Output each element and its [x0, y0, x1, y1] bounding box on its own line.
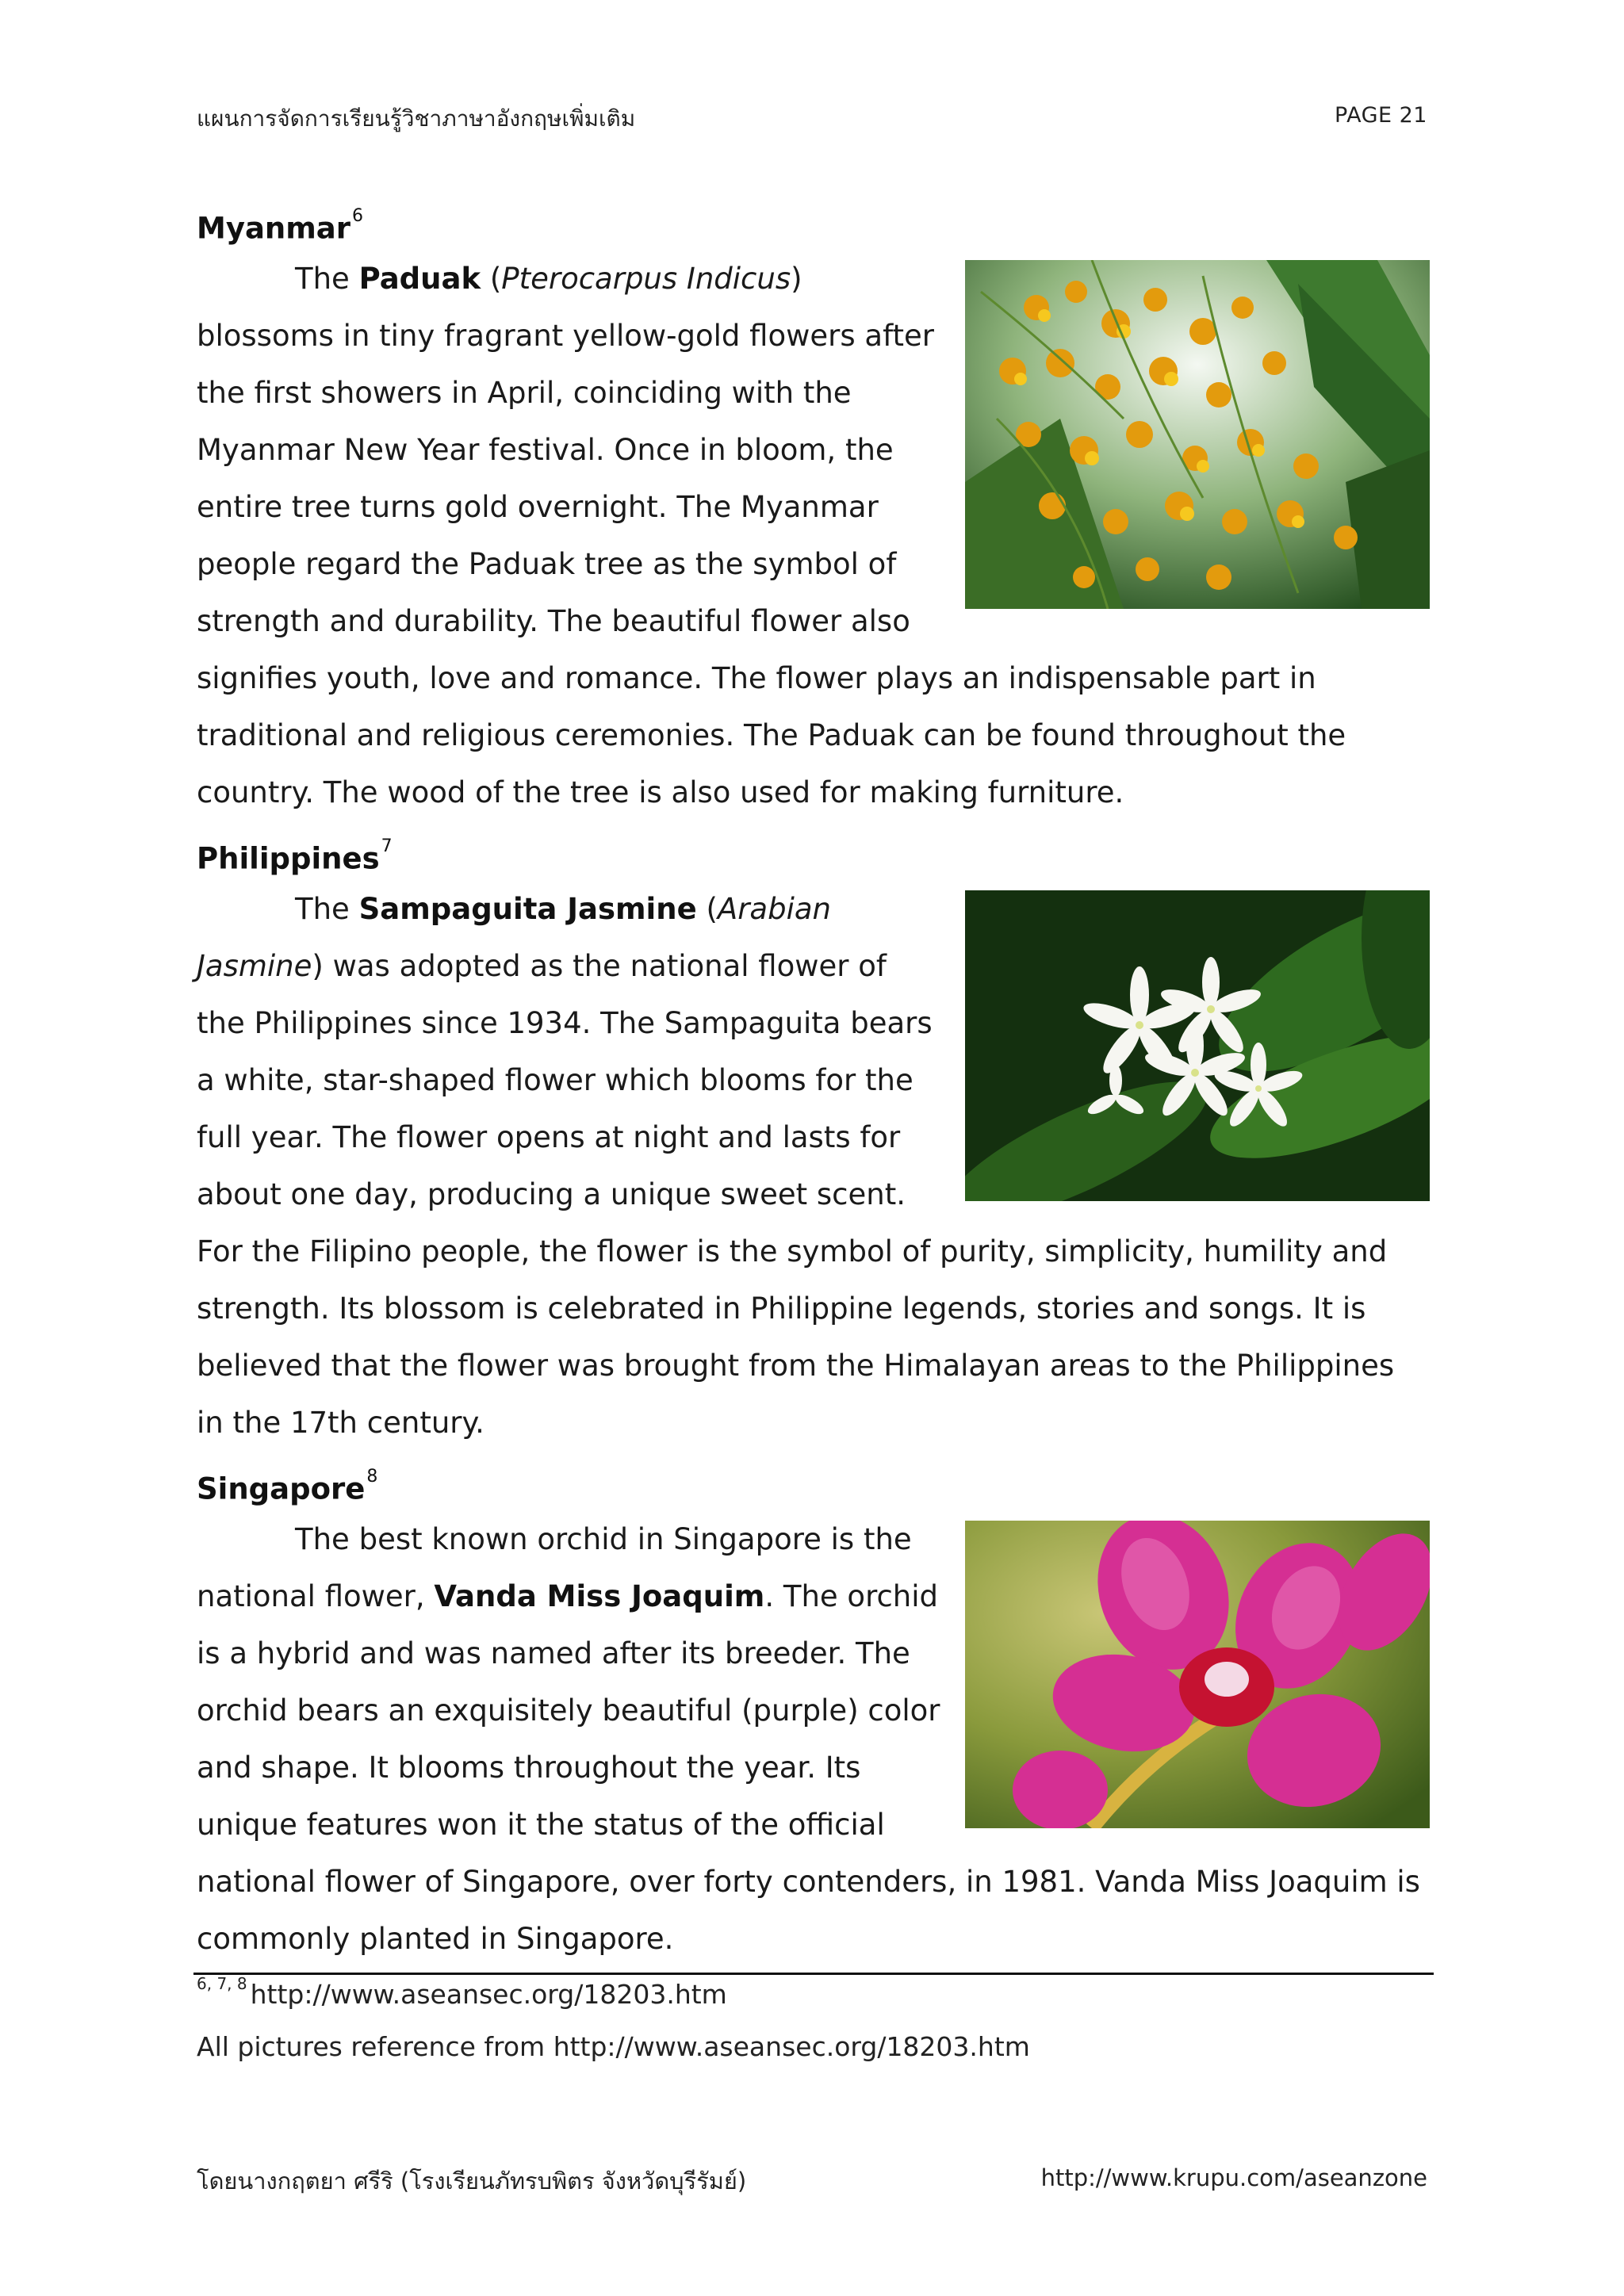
- footnote-divider: [193, 1973, 1434, 1975]
- footnote-refs: 6, 7, 8: [197, 1974, 247, 1993]
- section-myanmar: [197, 195, 1430, 821]
- orchid-flower-image: [965, 1521, 1430, 1828]
- footer-author: โดยนางกฤตยา ศรีริ (โรงเรียนภัทรบพิตร จังหวัดบุรีรัมย์): [197, 2168, 747, 2195]
- page-number: PAGE 21: [1335, 103, 1427, 128]
- footnote-ref: 8: [366, 1467, 378, 1487]
- picture-credit: All pictures reference from http://www.aseansec.org/18203.htm: [197, 2031, 1030, 2062]
- section-body: The Paduak (Pterocarpus Indicus) blossoms in tiny fragrant yellow-gold flowers after the first showers in April, coinciding with the Myanmar New Year festival. Once in bloom, the entire tree turns gold overnight. The Myanmar people regard the Paduak tree as the symbol of strength and durability. The beautiful flower also signifies youth, love and romance. The flower plays an indispensable part in traditional and religious ceremonies. The Paduak can be found throughout the country. The wood of the tree is also used for making furniture.: [197, 251, 1430, 821]
- flower-name: Vanda Miss Joaquim: [434, 1579, 765, 1613]
- footnote-url: http://www.aseansec.org/18203.htm: [250, 1979, 727, 2010]
- footnote-ref: 7: [381, 836, 393, 856]
- paduak-photo: [965, 260, 1430, 609]
- scientific-name: Arabian Jasmine: [197, 892, 831, 983]
- section-body: The Sampaguita Jasmine (Arabian Jasmine) was adopted as the national flower of the Philippines since 1934. The Sampaguita bears a white, star-shaped flower which blooms for the full year. The flower opens at night and lasts for about one day, producing a unique sweet scent. For the Filipino people, the flower is the symbol of purity, simplicity, humility and strength. Its blossom is celebrated in Philippine legends, stories and songs. It is believed that the flower was brought from the Himalayan areas to the Philippines in the 17th century.: [197, 881, 1430, 1452]
- paduak-flower-image: [965, 260, 1430, 609]
- section-title: Singapore$^8$: [197, 1467, 378, 1506]
- section-singapore: [197, 1456, 1430, 1968]
- footer-site: http://www.krupu.com/aseanzone: [1040, 2164, 1427, 2191]
- section-philippines: [197, 825, 1430, 1452]
- section-body: The best known orchid in Singapore is the national flower, Vanda Miss Joaquim. The orchid is a hybrid and was named after its breeder. The orchid bears an exquisitely beautiful (purple) color and shape. It blooms throughout the year. Its unique features won it the status of the official national flower of Singapore, over forty contenders, in 1981. Vanda Miss Joaquim is commonly planted in Singapore.: [197, 1511, 1430, 1968]
- sampaguita-flower-image: [965, 890, 1430, 1201]
- flower-name: Sampaguita Jasmine: [358, 892, 697, 926]
- section-title: Myanmar$^6$: [197, 206, 364, 246]
- section-title: Philippines$^7$: [197, 836, 393, 876]
- header-title: แผนการจัดการเรียนรู้วิชาภาษาอังกฤษเพิ่มเติม: [197, 105, 636, 132]
- footnote-source: [197, 1974, 727, 2010]
- footnote-ref: 6: [352, 206, 364, 226]
- flower-name: Paduak: [358, 262, 481, 296]
- scientific-name: Pterocarpus Indicus: [501, 262, 791, 296]
- orchid-photo: [965, 1521, 1430, 1828]
- sampaguita-photo: [965, 890, 1430, 1201]
